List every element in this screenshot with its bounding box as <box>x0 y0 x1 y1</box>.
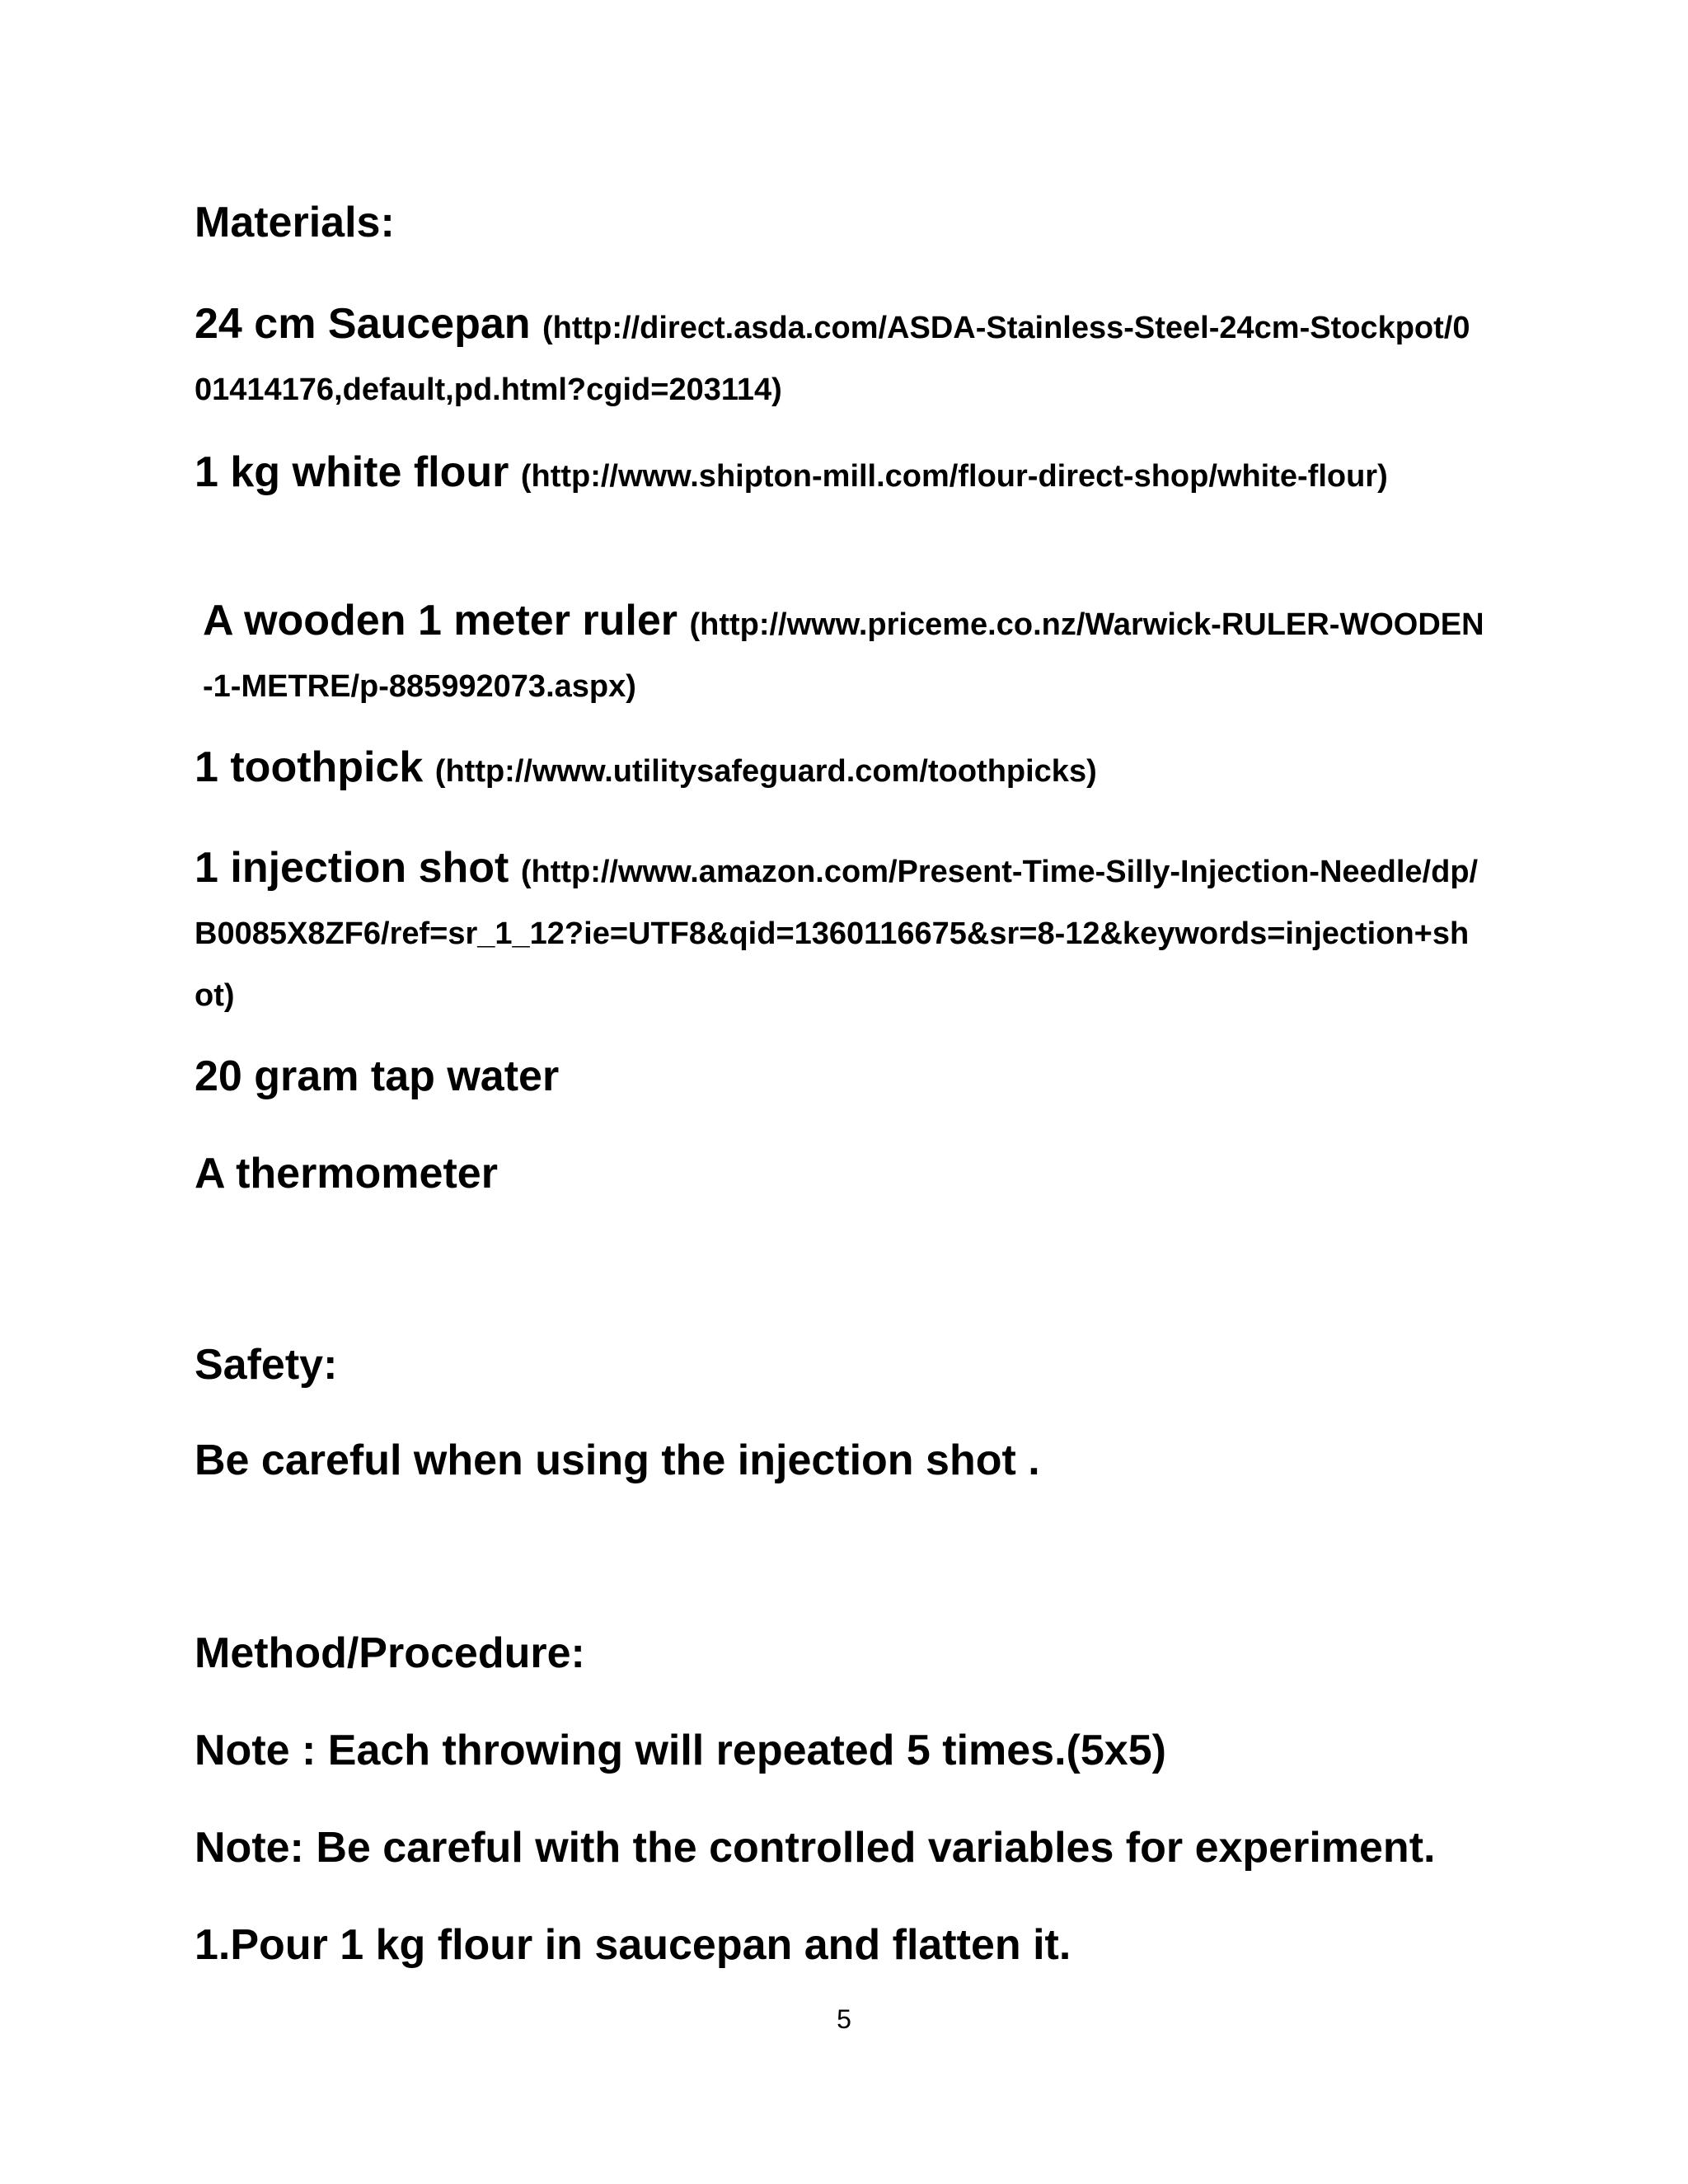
material-item-injection-shot <box>195 839 1480 1024</box>
material-label: 1 injection shot <box>195 844 509 892</box>
material-label: 1 toothpick <box>195 743 424 791</box>
material-link[interactable]: (http://www.priceme.co.nz/Warwick-RULER-WOODEN-1-METRE/p-885992073.aspx) <box>203 607 1484 704</box>
material-label: 1 kg white flour <box>195 448 509 496</box>
material-item-toothpick <box>195 738 1480 800</box>
page-number: 5 <box>837 2004 851 2034</box>
material-link[interactable]: (http://www.shipton-mill.com/flour-direct-shop/white-flour) <box>520 459 1388 494</box>
method-note-2: Note: Be careful with the controlled variables for experiment. <box>195 1824 1436 1872</box>
material-link[interactable]: (http://www.amazon.com/Present-Time-Silly-Injection-Needle/dp/B0085X8ZF6/ref=sr_1_12?ie=UTF8&qid=1360116675&sr=8-12&keywords=injection+shot) <box>195 855 1479 1013</box>
method-heading: Method/Procedure: <box>195 1629 585 1677</box>
materials-heading: Materials: <box>195 199 395 246</box>
material-item-ruler <box>203 592 1489 715</box>
material-label: A wooden 1 meter ruler <box>203 597 678 644</box>
safety-text: Be careful when using the injection shot . <box>195 1436 1040 1484</box>
material-item-flour <box>195 443 1480 505</box>
safety-heading: Safety: <box>195 1341 338 1389</box>
material-link[interactable]: (http://direct.asda.com/ASDA-Stainless-Steel-24cm-Stockpot/001414176,default,pd.html?cgid=203114) <box>195 311 1470 407</box>
method-note-1: Note : Each throwing will repeated 5 times.(5x5) <box>195 1727 1166 1774</box>
material-link[interactable]: (http://www.utilitysafeguard.com/toothpicks) <box>434 754 1097 789</box>
material-item-water: 20 gram tap water <box>195 1052 560 1100</box>
material-item-thermometer: A thermometer <box>195 1150 498 1197</box>
material-item-saucepan <box>195 295 1480 419</box>
material-label: 24 cm Saucepan <box>195 300 531 348</box>
method-step-1: 1.Pour 1 kg flour in saucepan and flatten it. <box>195 1921 1071 1969</box>
